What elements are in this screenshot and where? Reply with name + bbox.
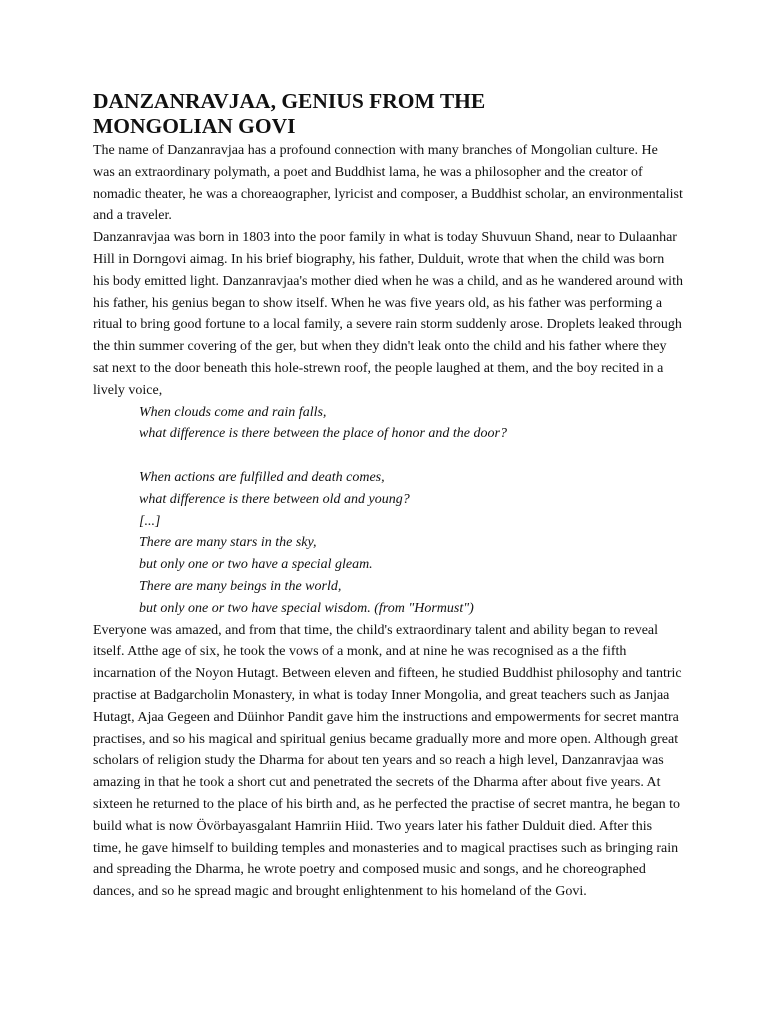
article-title: [93, 89, 683, 139]
paragraph-birth: Danzanravjaa was born in 1803 into the poor family in what is today Shuvuun Shand, near to Dulaanhar Hill in Dorngovi aimag. In his brief biography, his father, Dulduit, wrote that when the child was born his body emitted light. Danzanravjaa's mother died when he was a child, and as he wandered around with his father, his genius began to show itself. When he was five years old, as his father was performing a ritual to bring good fortune to a local family, a severe rain storm suddenly arose. Droplets leaked through the thin summer covering of the ger, but when they didn't leak onto the child and his father where they sat next to the door beneath this hole-strewn roof, the people laughed at them, and the boy recited in a lively voice,: [93, 230, 683, 398]
paragraph-intro: The name of Danzanravjaa has a profound connection with many branches of Mongolian culture. He was an extraordinary polymath, a poet and Buddhist lama, he was a philosopher and the creator of nomadic theater, he was a choreaographer, lyricist and composer, a Buddhist scholar, an environmentalist and a traveler.: [93, 143, 683, 224]
poem-line: what difference is there between old and young?: [139, 491, 410, 507]
poem-block: [93, 402, 683, 620]
poem-line: There are many beings in the world,: [139, 578, 342, 594]
article-title-line-2: MONGOLIAN GOVI: [93, 114, 296, 138]
poem-line: what difference is there between the place of honor and the door?: [139, 426, 507, 442]
poem-line: but only one or two have special wisdom. (from "Hormust"): [139, 600, 474, 616]
poem-line: When actions are fulfilled and death comes,: [139, 469, 385, 485]
article-title-line-1: DANZANRAVJAA, GENIUS FROM THE: [93, 89, 486, 113]
stanza-gap: [139, 445, 683, 467]
poem-line: but only one or two have a special gleam.: [139, 557, 373, 573]
paragraph-childhood: Everyone was amazed, and from that time, the child's extraordinary talent and ability began to reveal itself. Atthe age of six, he took the vows of a monk, and at nine he was recognised as a the fifth incarnation of the Noyon Hutagt. Between eleven and fifteen, he studied Buddhist philosophy and tantric practise at Badgarcholin Monastery, in what is today Inner Mongolia, and great teachers such as Janjaa Hutagt, Ajaa Gegeen and Düinhor Pandit gave him the instructions and empowerments for secret mantra practises, and so his magical and spiritual genius became gradually more and more open. Although great scholars of religion study the Dharma for about ten years and so reach a high level, Danzanravjaa was amazing in that he took a short cut and penetrated the secrets of the Dharma after about five years. At sixteen he returned to the place of his birth and, as he perfected the practise of secret mantra, he began to build what is now Övörbayasgalant Hamriin Hiid. Two years later his father Dulduit died. After this time, he gave himself to building temples and monasteries and to magical practises such as bringing rain and spreading the Dharma, he wrote poetry and composed music and songs, and he choreographed dances, and so he spread magic and brought enlightenment to his homeland of the Govi.: [93, 622, 682, 900]
poem-line: When clouds come and rain falls,: [139, 404, 327, 420]
poem-line: There are many stars in the sky,: [139, 535, 317, 551]
document-page: [93, 89, 683, 903]
poem-line: [...]: [139, 513, 161, 529]
